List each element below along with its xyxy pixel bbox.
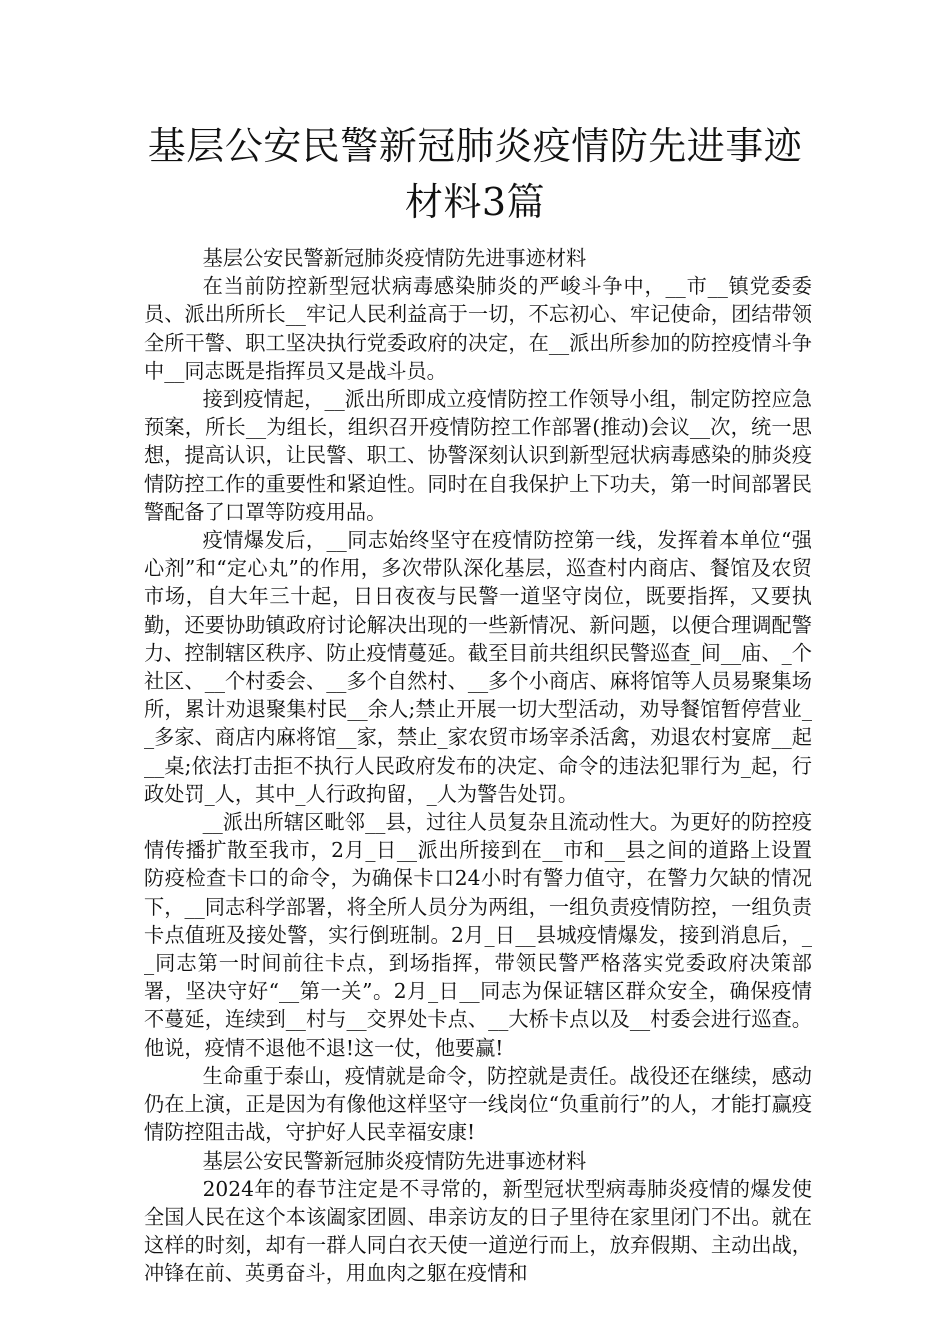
body-paragraph: 在当前防控新型冠状病毒感染肺炎的严峻斗争中，__市__镇党委委员、派出所所长__牢记人民利益高于一切，不忘初心、牢记使命，团结带领全所干警、职工坚决执行党委政府的决定，在__派出所参加的防控疫情斗争中__同志既是指挥员又是战斗员。 [144,274,812,383]
section-heading: 基层公安民警新冠肺炎疫情防先进事迹材料 [202,1148,587,1173]
body-paragraph: 生命重于泰山，疫情就是命令，防控就是责任。战役还在继续，感动仍在上演，正是因为有像他这样坚守一线岗位“负重前行”的人，才能打赢疫情防控阻击战，守护好人民幸福安康! [144,1063,812,1145]
body-paragraph: 2024年的春节注定是不寻常的，新型冠状型病毒肺炎疫情的爆发使全国人民在这个本该阖家团圆、串亲访友的日子里待在家里闭门不出。就在这样的时刻，却有一群人同白衣天使一道逆行而上，放弃假期、主动出战，冲锋在前、英勇奋斗，用血肉之躯在疫情和 [144,1176,812,1286]
body-paragraph: __派出所辖区毗邻__县，过往人员复杂且流动性大。为更好的防控疫情传播扩散至我市，2月_日__派出所接到在__市和__县之间的道路上设置防疫检查卡口的命令，为确保卡口24小时有警力值守，在警力欠缺的情况下，__同志科学部署，将全所人员分为两组，一组负责疫情防控，一组负责卡点值班及接处警，实行倒班制。2月_日__县城疫情爆发，接到消息后，__同志第一时间前往卡点，到场指挥，带领民警严格落实党委政府决策部署，坚决守好“__第一关”。2月_日__同志为保证辖区群众安全，确保疫情不蔓延，连续到__村与__交界处卡点、__大桥卡点以及__村委会进行巡查。他说，疫情不退他不退!这一仗，他要赢! [144,810,812,1060]
body-paragraph: 疫情爆发后，__同志始终坚守在疫情防控第一线，发挥着本单位“强心剂”和“定心丸”的作用，多次带队深化基层，巡查村内商店、餐馆及农贸市场，自大年三十起，日日夜夜与民警一道坚守岗位，既要指挥，又要执勤，还要协助镇政府讨论解决出现的一些新情况、新问题，以便合理调配警力、控制辖区秩序、防止疫情蔓延。截至目前共组织民警巡查_间__庙、_个社区、__个村委会、__多个自然村、__多个小商店、麻将馆等人员易聚集场所，累计劝退聚集村民__余人;禁止开展一切大型活动，劝导餐馆暂停营业__多家、商店内麻将馆__家，禁止_家农贸市场宰杀活禽，劝退农村宴席__起__桌;依法打击拒不执行人民政府发布的决定、命令的违法犯罪行为_起，行政处罚_人，其中_人行政拘留，_人为警告处罚。 [144,528,812,806]
section-heading: 基层公安民警新冠肺炎疫情防先进事迹材料 [202,246,587,270]
body-paragraph: 接到疫情起，__派出所即成立疫情防控工作领导小组，制定防控应急预案，所长__为组长，组织召开疫情防控工作部署(推动)会议__次，统一思想，提高认识，让民警、职工、协警深刻认识到新型冠状病毒感染的肺炎疫情防控工作的重要性和紧迫性。同时在自我保护上下功夫，第一时间部署民警配备了口罩等防疫用品。 [144,387,812,524]
document-body [144,244,812,1288]
document-title: 基层公安民警新冠肺炎疫情防先进事迹材料3篇 [147,124,803,224]
